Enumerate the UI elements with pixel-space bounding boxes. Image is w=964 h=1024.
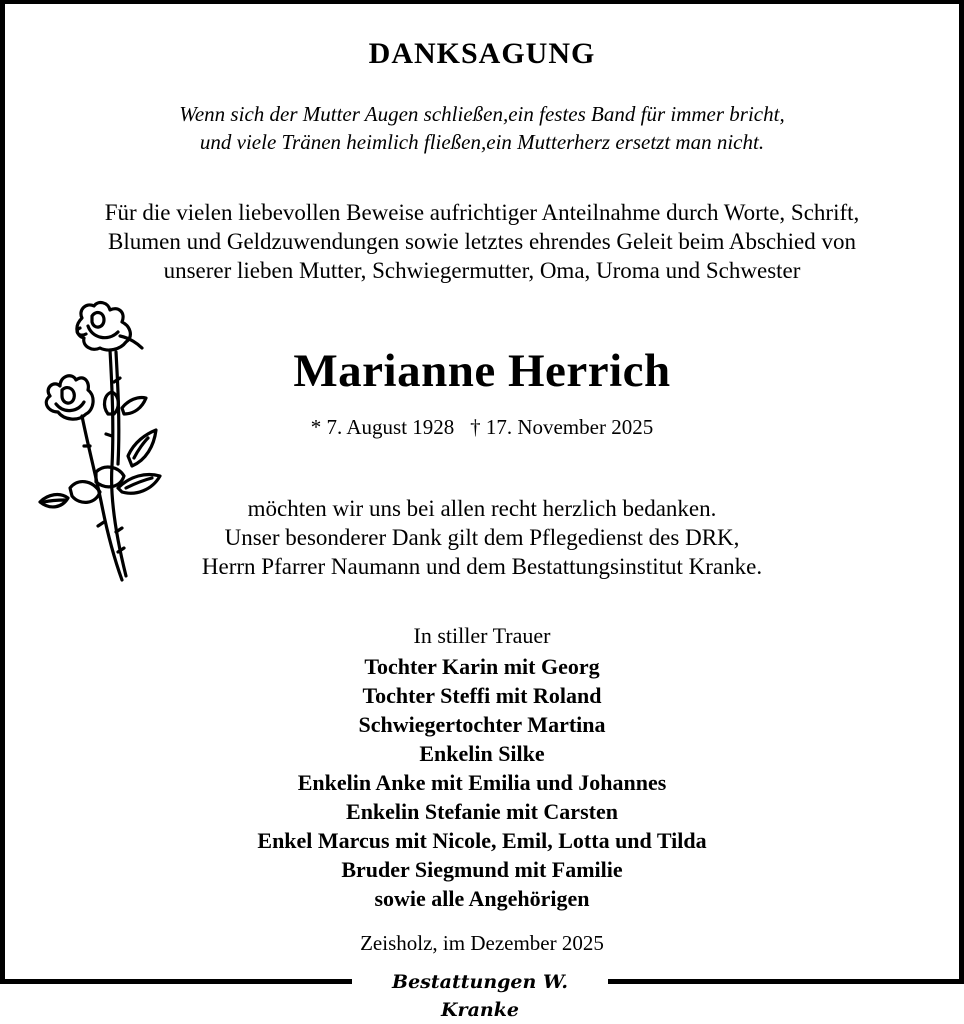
thanks-paragraph [0, 494, 964, 581]
bottom-border-left [0, 979, 352, 984]
mourner-entry: Tochter Steffi mit Roland [362, 683, 602, 708]
intro-line: Für die vielen liebevollen Beweise aufrichtiger Anteilnahme durch Worte, Schrift, [104, 200, 860, 225]
intro-line: unserer lieben Mutter, Schwiegermutter, Oma, Uroma und Schwester [163, 258, 801, 283]
mourner-entry: Enkelin Silke [419, 741, 545, 766]
thanks-line: Herrn Pfarrer Naumann und dem Bestattungsinstitut Kranke. [201, 554, 763, 579]
mourning-label: In stiller Trauer [413, 623, 551, 648]
poem-line: Wenn sich der Mutter Augen schließen,ein festes Band für immer bricht, [179, 102, 785, 126]
mourner-entry: Schwiegertochter Martina [358, 712, 606, 737]
funeral-home-footer: Bestattungen W. Kranke [392, 971, 568, 1021]
deceased-name: Marianne Herrich [293, 345, 671, 397]
thanks-line: möchten wir uns bei allen recht herzlich bedanken. [247, 496, 717, 521]
poem-line: und viele Tränen heimlich fließen,ein Mutterherz ersetzt man nicht. [199, 130, 765, 154]
mourner-entry: Enkel Marcus mit Nicole, Emil, Lotta und Tilda [257, 828, 707, 853]
mourner-entry: Enkelin Anke mit Emilia und Johannes [297, 770, 667, 795]
place-and-date: Zeisholz, im Dezember 2025 [360, 931, 604, 955]
birth-date: * 7. August 1928 [310, 415, 455, 439]
death-date: † 17. November 2025 [470, 415, 654, 439]
mourner-entry: Enkelin Stefanie mit Carsten [346, 799, 618, 824]
mourner-entry: Bruder Siegmund mit Familie [341, 857, 623, 882]
bottom-border-right [608, 979, 964, 984]
mourner-entry: sowie alle Angehörigen [374, 886, 590, 911]
notice-heading: DANKSAGUNG [368, 37, 596, 70]
life-dates [0, 413, 964, 441]
thanks-line: Unser besonderer Dank gilt dem Pflegedienst des DRK, [224, 525, 740, 550]
intro-paragraph [0, 198, 964, 285]
mourner-entry: Tochter Karin mit Georg [364, 654, 600, 679]
poem-verse [0, 100, 964, 156]
mourners-list [0, 652, 964, 913]
intro-line: Blumen und Geldzuwendungen sowie letztes ehrendes Geleit beim Abschied von [108, 229, 856, 254]
